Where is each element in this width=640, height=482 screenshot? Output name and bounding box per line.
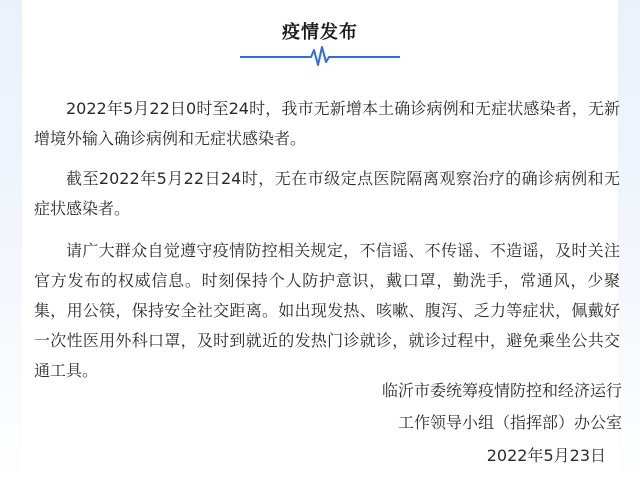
signature-org-line2: 工作领导小组（指挥部）办公室 xyxy=(397,413,622,432)
signature-date: 2022年5月23日 xyxy=(486,446,606,465)
announcement-body xyxy=(34,94,620,394)
paragraph-new-cases: 2022年5月22日0时至24时，我市无新增本土确诊病例和无症状感染者，无新增境外输入确诊病例和无症状感染者。 xyxy=(34,99,620,148)
paragraph-prevention-advice: 请广大群众自觉遵守疫情防控相关规定，不信谣、不传谣、不造谣，及时关注官方发布的权威信息。时刻保持个人防护意识，戴口罩，勤洗手，常通风，少聚集，用公筷，保持安全社交距离。如出现发热、咳嗽、腹泻、乏力等症状，佩戴好一次性医用外科口罩，及时到就近的发热门诊就诊，就诊过程中，避免乘坐公共交通工具。 xyxy=(34,241,620,380)
background-left-tint xyxy=(0,0,22,482)
heartbeat-line-icon xyxy=(240,42,400,72)
paragraph-hospital-status: 截至2022年5月22日24时，无在市级定点医院隔离观察治疗的确诊病例和无症状感染者。 xyxy=(34,169,620,218)
signature-org-line1: 临沂市委统筹疫情防控和经济运行 xyxy=(381,381,622,400)
page-title: 疫情发布 xyxy=(282,22,358,43)
